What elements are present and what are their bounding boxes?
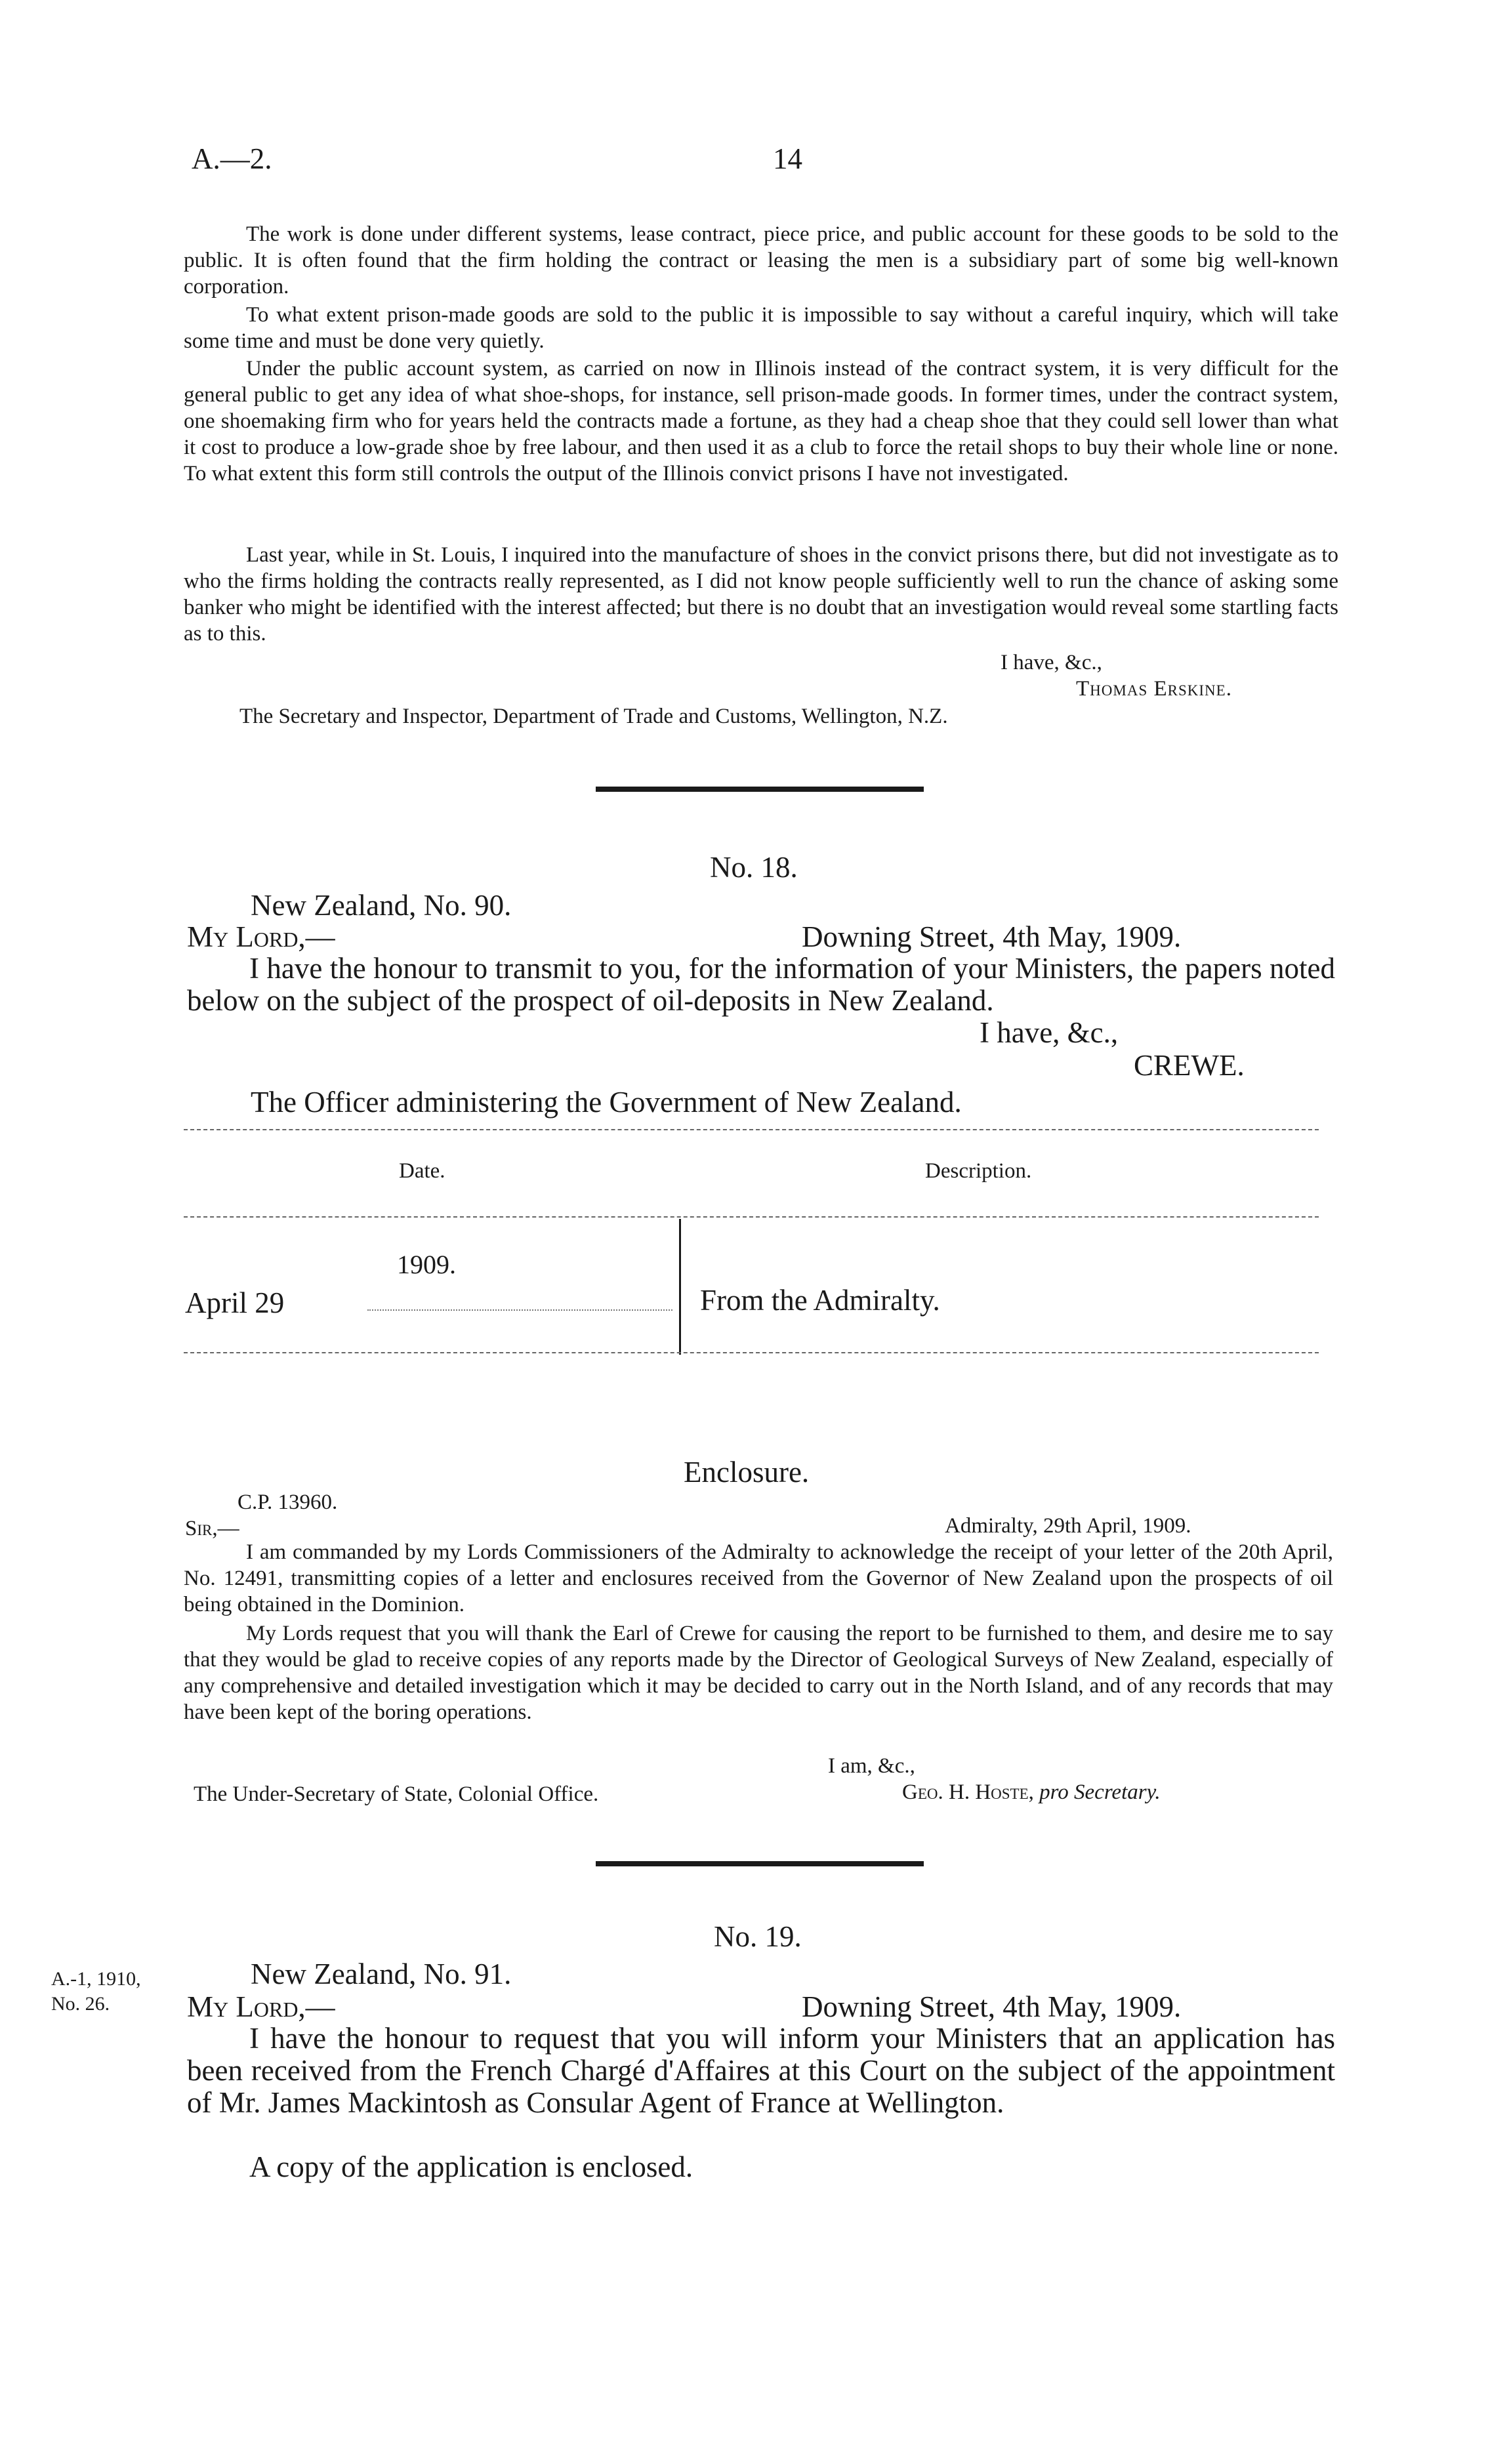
table-header-rule bbox=[184, 1216, 1319, 1218]
table-header-date: Date. bbox=[399, 1159, 445, 1183]
table-year: 1909. bbox=[397, 1250, 456, 1279]
letter1-closing: I have, &c., bbox=[1001, 651, 1102, 674]
table-header-description: Description. bbox=[925, 1159, 1032, 1183]
letter1-paragraph: To what extent prison-made goods are sold to the public it is impossible to say without a careful inquiry, which will take some time and must be done very quietly. bbox=[184, 303, 1338, 353]
section-divider bbox=[596, 787, 924, 792]
table-bottom-rule bbox=[184, 1352, 1319, 1353]
no19-paragraph: I have the honour to request that you will inform your Ministers that an application has been received from the French Chargé d'Affaires at this Court on the subject of the appointment of Mr. James Mackintosh as Consular Agent of France at Wellington. bbox=[187, 2022, 1335, 2119]
enclosure-date-line: Admiralty, 29th April, 1909. bbox=[945, 1514, 1191, 1538]
no19-ref: New Zealand, No. 91. bbox=[251, 1958, 512, 1990]
enclosure-signature-name: Geo. H. Hoste, bbox=[902, 1780, 1034, 1804]
table-row-date: April 29 bbox=[185, 1286, 285, 1319]
enclosure-paragraph: My Lords request that you will thank the Earl of Crewe for causing the report to be furnished to them, and desire me to say that they would be glad to receive copies of any reports made by the Director of Geological Surveys of New Zealand, especially of any comprehensive and detailed investigation which it may be decided to carry out in the North Island, and of any records that may have been kept of the boring operations. bbox=[184, 1622, 1333, 1724]
letter1-paragraph: Last year, while in St. Louis, I inquired into the manufacture of shoes in the convict prisons there, but did not investigate as to who the firms holding the contracts really represented, as I did not know people sufficiently well to run the chance of asking some banker who might be identified with the interest affected; but there is no doubt that an investigation would reveal some startling facts as to this. bbox=[184, 543, 1338, 646]
no19-paragraph: A copy of the application is enclosed. bbox=[249, 2150, 693, 2183]
table-top-rule bbox=[184, 1129, 1319, 1130]
no18-salutation: My Lord,— bbox=[187, 920, 335, 953]
enclosure-paragraph: I am commanded by my Lords Commissioners of the Admiralty to acknowledge the receipt of your letter of the 20th April, No. 12491, transmitting copies of a letter and enclosures received from the Governor of New Zealand upon the prospects of oil being obtained in the Dominion. bbox=[184, 1540, 1333, 1616]
no19-date-line: Downing Street, 4th May, 1909. bbox=[802, 1990, 1182, 2023]
no18-ref: New Zealand, No. 90. bbox=[251, 889, 512, 922]
section-divider bbox=[596, 1861, 924, 1866]
enclosure-addressee: The Under-Secretary of State, Colonial Office. bbox=[194, 1782, 599, 1806]
no18-closing: I have, &c., bbox=[980, 1016, 1119, 1049]
letter1-signature: Thomas Erskine. bbox=[1076, 677, 1232, 701]
no18-signature: CREWE. bbox=[1134, 1049, 1245, 1082]
no19-salutation: My Lord,— bbox=[187, 1990, 335, 2023]
no18-body: I have the honour to transmit to you, for the information of your Ministers, the papers noted below on the subject of the prospect of oil-deposits in New Zealand. bbox=[187, 952, 1335, 1017]
no18-date-line: Downing Street, 4th May, 1909. bbox=[802, 920, 1182, 953]
table-row-leader bbox=[367, 1309, 672, 1311]
letter1-addressee: The Secretary and Inspector, Department of Trade and Customs, Wellington, N.Z. bbox=[239, 705, 948, 728]
no19-heading: No. 19. bbox=[714, 1920, 802, 1953]
letter1-paragraph: Under the public account system, as carried on now in Illinois instead of the contract system, it is very difficult for the general public to get any idea of what shoe-shops, for instance, sell prison-made goods. In former times, under the contract system, one shoemaking firm who for years held the contracts made a fortune, as they had a cheap shoe that they could sell lower than what it cost to produce a low-grade shoe by free labour, and then used it as a club to force the retail shops to buy their whole line or none. To what extent this form still controls the output of the Illinois convict prisons I have not investigated. bbox=[184, 357, 1338, 485]
enclosure-signature bbox=[902, 1779, 1161, 1805]
enclosure-closing: I am, &c., bbox=[828, 1754, 915, 1778]
no18-addressee: The Officer administering the Government of New Zealand. bbox=[251, 1086, 962, 1119]
table-column-divider bbox=[679, 1219, 681, 1355]
enclosure-salutation: Sir,— bbox=[185, 1517, 239, 1540]
enclosure-signature-title: pro Secretary. bbox=[1039, 1780, 1161, 1804]
no19-margin-note-1: A.-1, 1910, bbox=[51, 1968, 141, 1990]
no18-heading: No. 18. bbox=[710, 851, 798, 884]
table-row-description: From the Admiralty. bbox=[700, 1284, 940, 1317]
enclosure-ref: C.P. 13960. bbox=[238, 1490, 338, 1514]
no19-margin-note-2: No. 26. bbox=[51, 1993, 110, 2015]
enclosure-heading: Enclosure. bbox=[684, 1456, 810, 1489]
header-ref: A.—2. bbox=[192, 142, 272, 175]
letter1-paragraph: The work is done under different systems, lease contract, piece price, and public account for these goods to be sold to the public. It is often found that the firm holding the contract or leasing the men is a subsidiary part of some big well-known corporation. bbox=[184, 222, 1338, 298]
page-number: 14 bbox=[773, 142, 802, 175]
